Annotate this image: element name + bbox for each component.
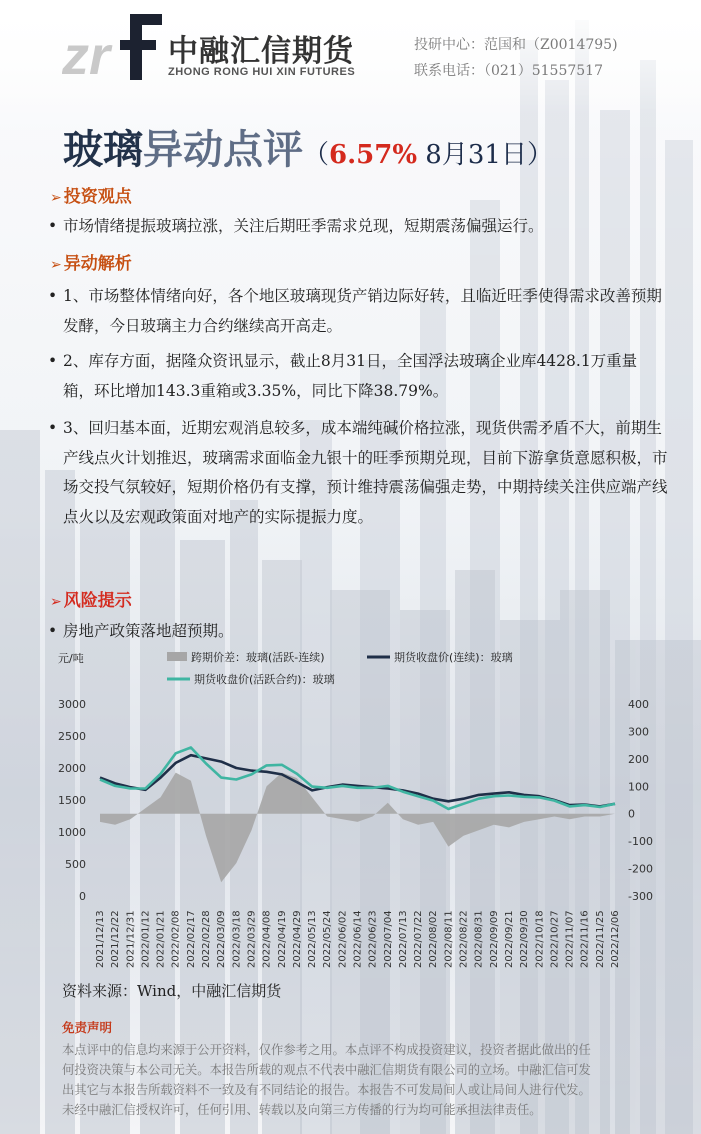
x-tick-label: 2022/09/21 xyxy=(503,910,515,968)
bullet-icon: • xyxy=(48,352,58,370)
x-tick-label: 2022/09/09 xyxy=(488,910,500,968)
y-tick-left: 3000 xyxy=(58,698,86,711)
disclaimer-title: 免责声明 xyxy=(62,1020,113,1035)
contact-researcher: 投研中心：范国和（Z0014795) xyxy=(414,37,618,53)
y-tick-right: -300 xyxy=(628,890,653,903)
bullet-icon: • xyxy=(48,622,58,640)
x-tick-label: 2021/12/31 xyxy=(125,910,137,968)
x-tick-label: 2021/12/13 xyxy=(95,910,106,968)
y-tick-left: 1500 xyxy=(58,794,86,807)
bullet-icon: • xyxy=(48,217,58,235)
data-source: 资料来源：Wind，中融汇信期货 xyxy=(62,982,282,1000)
x-tick-label: 2022/06/02 xyxy=(337,910,349,968)
list-item: • 2、库存方面，据隆众资讯显示，截止8月31日，全国浮法玻璃企业库4428.1万重量箱，环比增加143.3重箱或3.35%，同比下降38.79%。 xyxy=(48,347,668,406)
y-tick-right: -100 xyxy=(628,835,653,849)
x-tick-label: 2022/02/28 xyxy=(201,910,213,968)
x-tick-label: 2021/12/22 xyxy=(110,910,122,968)
x-tick-label: 2022/07/22 xyxy=(413,910,425,968)
x-tick-label: 2022/08/02 xyxy=(428,910,440,968)
x-tick-label: 2022/03/09 xyxy=(216,910,228,968)
legend-label-active: 期货收盘价(活跃合约)：玻璃 xyxy=(194,673,335,686)
bullet-icon: • xyxy=(48,419,58,437)
x-tick-label: 2022/07/04 xyxy=(382,910,394,968)
title-type: 异动点评 xyxy=(143,126,303,173)
list-item: • 房地产政策落地超预期。 xyxy=(48,617,668,647)
legend-swatch-spread xyxy=(167,652,187,661)
x-tick-label: 2022/01/12 xyxy=(140,910,152,968)
y-tick-right: 400 xyxy=(628,698,649,711)
x-tick-label: 2022/10/18 xyxy=(534,910,546,968)
svg-text:zr: zr xyxy=(62,26,111,82)
section-heading-risk: ➢ 风险提示 xyxy=(50,591,132,611)
legend-label-continuous: 期货收盘价(连续)：玻璃 xyxy=(394,651,513,664)
title-paren: （ xyxy=(303,140,330,170)
legend-label-spread: 跨期价差：玻璃(活跃-连续) xyxy=(191,651,325,664)
y-tick-left: 2500 xyxy=(58,730,86,743)
x-tick-label: 2022/04/19 xyxy=(276,910,288,968)
y-tick-right: 0 xyxy=(628,807,635,821)
x-tick-label: 2022/08/11 xyxy=(443,910,455,968)
x-tick-label: 2022/12/06 xyxy=(610,910,621,968)
x-tick-label: 2022/01/21 xyxy=(155,910,167,968)
x-tick-label: 2022/09/30 xyxy=(519,910,531,968)
arrow-bullet-icon: ➢ xyxy=(50,190,62,206)
section-heading-analysis: ➢ 异动解析 xyxy=(50,254,132,274)
y-tick-right: -200 xyxy=(628,862,653,876)
y-tick-right: 200 xyxy=(628,752,649,766)
y-tick-left: 1000 xyxy=(58,826,86,839)
x-tick-label: 2022/02/08 xyxy=(170,910,182,968)
x-tick-label: 2022/02/17 xyxy=(185,910,197,968)
company-name-en: ZHONG RONG HUI XIN FUTURES xyxy=(168,66,356,78)
x-tick-label: 2022/11/07 xyxy=(564,910,576,968)
list-item: • 3、回归基本面，近期宏观消息较多，成本端纯碱价格拉涨，现货供需矛盾不大，前期生产线点火计划推迟，玻璃需求面临金九银十的旺季预期兑现，目前下游拿货意愿积极，市场交投气氛较好，短期价格仍有支撑，预计维持震荡偏强走势，中期持续关注供应端产线点火以及宏观政策面对地产的实际提振力度。 xyxy=(48,414,668,532)
title-commodity: 玻璃 xyxy=(63,126,143,173)
x-tick-label: 2022/04/08 xyxy=(261,910,273,968)
section-heading-view: ➢ 投资观点 xyxy=(50,187,132,207)
x-tick-label: 2022/11/16 xyxy=(579,910,591,968)
y-tick-left: 0 xyxy=(79,890,86,903)
contact-phone: 联系电话：（021）51557517 xyxy=(414,63,603,79)
y-tick-right: 300 xyxy=(628,725,649,739)
y-tick-right: 100 xyxy=(628,780,649,794)
arrow-bullet-icon: ➢ xyxy=(50,257,62,273)
x-tick-label: 2022/06/14 xyxy=(352,910,364,968)
x-tick-label: 2022/05/13 xyxy=(307,910,319,968)
x-tick-label: 2022/08/31 xyxy=(473,910,485,968)
chart-unit-label: 元/吨 xyxy=(58,652,84,665)
list-item: • 市场情绪提振玻璃拉涨，关注后期旺季需求兑现，短期震荡偏强运行。 xyxy=(48,212,668,242)
x-tick-label: 2022/07/13 xyxy=(397,910,409,968)
x-tick-label: 2022/10/27 xyxy=(549,910,561,968)
y-tick-left: 500 xyxy=(65,858,86,871)
title-date: 8月31日） xyxy=(417,140,553,170)
disclaimer-text: 本点评中的信息均来源于公开资料，仅作参考之用。本点评不构成投资建议，投资者据此做出的任 何投资决策与本公司无关。本报告所载的观点不代表中融汇信期货有限公司的立场。中融汇信可发 出其它与本报告所载资料不一致及有不同结论的报告。本报告不可发局间人或让局间人进行代发。 未经中融汇信授权许可，任何引用、转载以及向第三方传播的行为均可能承担法律责任。 xyxy=(62,1043,591,1117)
price-chart xyxy=(50,646,670,976)
x-tick-label: 2022/05/24 xyxy=(322,910,334,968)
y-tick-left: 2000 xyxy=(58,762,86,775)
x-tick-label: 2022/06/23 xyxy=(367,910,379,968)
x-tick-label: 2022/03/29 xyxy=(246,910,258,968)
page-title xyxy=(63,118,553,175)
list-item: • 1、市场整体情绪向好，各个地区玻璃现货产销边际好转，且临近旺季使得需求改善预期发酵，今日玻璃主力合约继续高开高走。 xyxy=(48,282,668,341)
x-tick-label: 2022/03/18 xyxy=(231,910,243,968)
x-tick-label: 2022/11/25 xyxy=(594,910,606,968)
company-name-cn: 中融汇信期货 xyxy=(168,34,354,69)
arrow-bullet-icon: ➢ xyxy=(50,594,62,610)
title-change: 6.57% xyxy=(329,140,418,170)
x-tick-label: 2022/04/29 xyxy=(291,910,303,968)
bullet-icon: • xyxy=(48,287,58,305)
company-logo xyxy=(62,12,162,82)
x-tick-label: 2022/08/22 xyxy=(458,910,470,968)
